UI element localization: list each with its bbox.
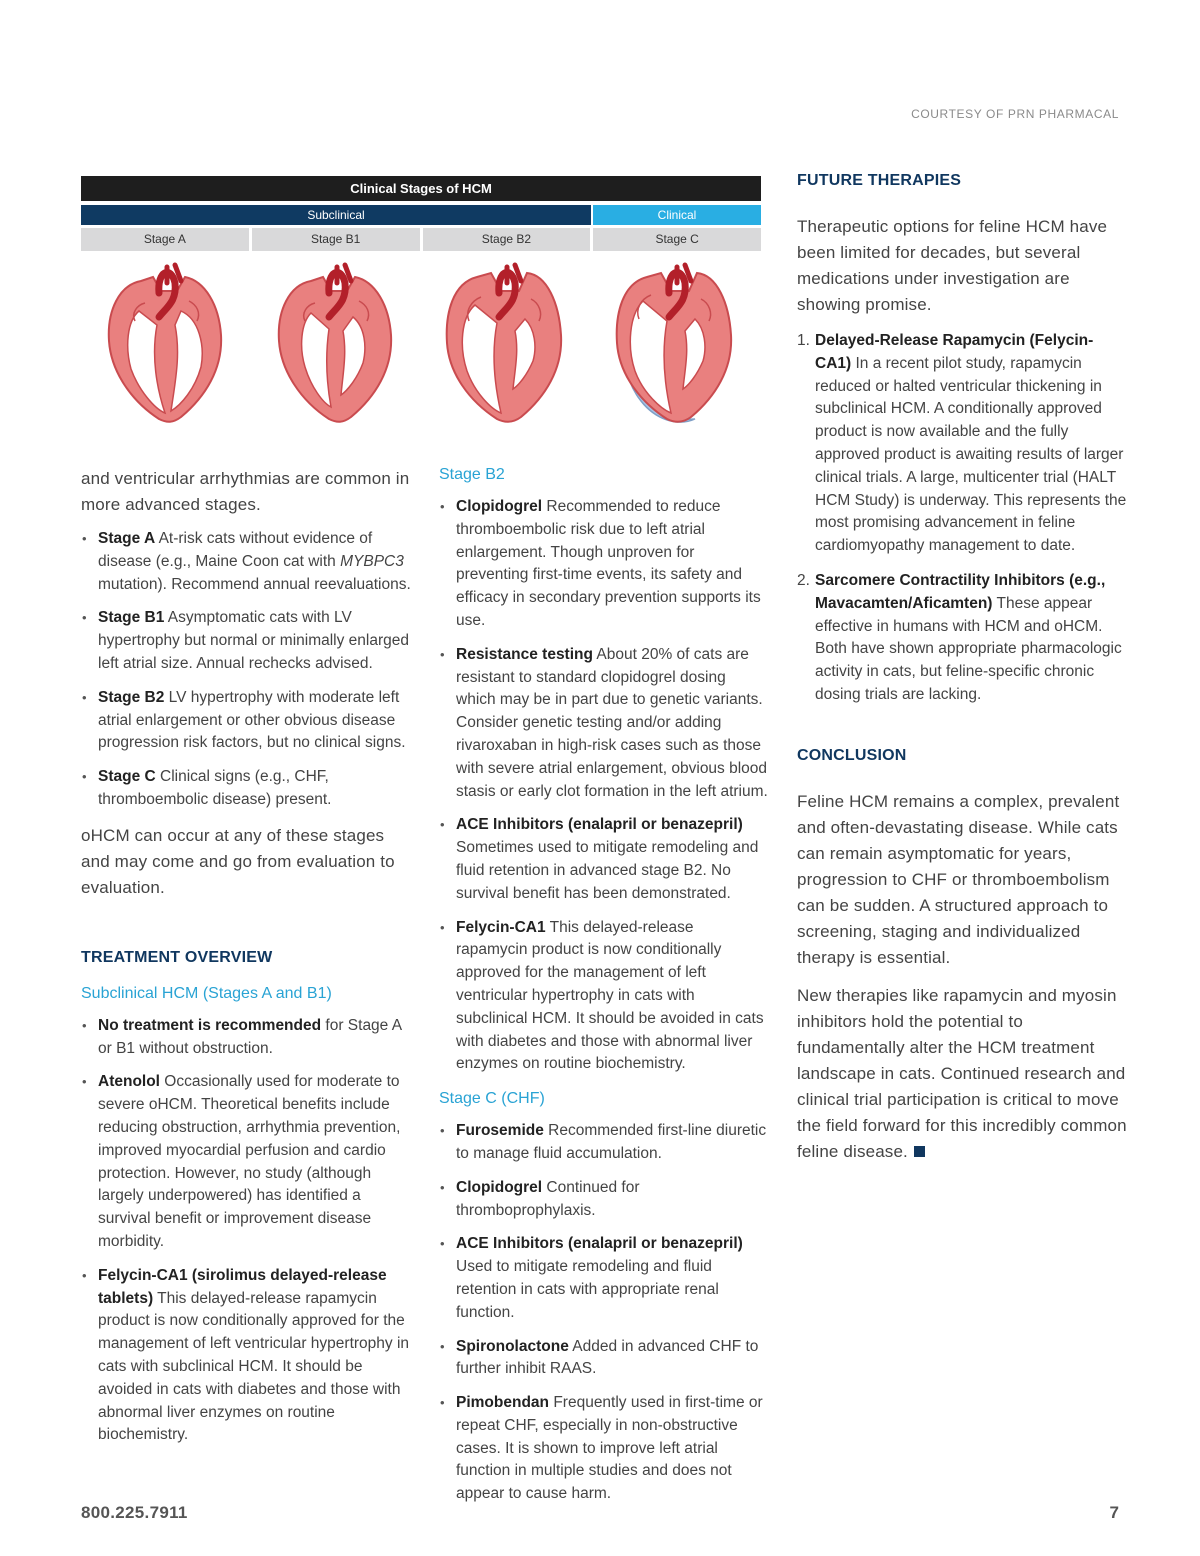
heart-stage-c-illustration bbox=[611, 261, 741, 429]
stage-c-heading: Stage C (CHF) bbox=[439, 1090, 545, 1108]
conclusion-paragraph-2: New therapies like rapamycin and myosin inhibitors hold the potential to fundamentally alter the HCM treatment landscape in cats. Continued research and clinical trial participation is critical to move the field forward for this incredibly common feline disease. bbox=[797, 985, 1127, 1161]
conclusion-heading: CONCLUSION bbox=[797, 746, 907, 764]
stage-label-b2: Stage B2 bbox=[423, 228, 591, 251]
intro-paragraph: and ventricular arrhythmias are common in more advanced stages. bbox=[81, 469, 410, 514]
heart-stage-b1-illustration bbox=[271, 261, 401, 429]
footer-phone: 800.225.7911 bbox=[81, 1503, 188, 1522]
column-middle bbox=[439, 466, 769, 1517]
page-number: 7 bbox=[1109, 1503, 1119, 1522]
future-intro: Therapeutic options for feline HCM have been limited for decades, but several medications under investigation are showing promise. bbox=[797, 217, 1108, 314]
figure-title: Clinical Stages of HCM bbox=[81, 176, 761, 201]
conclusion-paragraph-1: Feline HCM remains a complex, prevalent and often-devastating disease. While cats can remain asymptomatic for years, progression to CHF or thromboembolism can be sudden. A structured approach to screening, staging and individualized therapy is essential. bbox=[797, 791, 1120, 967]
list-item: • ACE Inhibitors (enalapril or benazepril) Sometimes used to mitigate remodeling and fluid retention in advanced stage B2. No survival benefit has been demonstrated. bbox=[439, 814, 769, 905]
stage-b2-heading: Stage B2 bbox=[439, 466, 505, 483]
list-item: 2. Sarcomere Contractility Inhibitors (e.g., Mavacamten/Aficamten) These appear effective in humans with HCM and oHCM. Both have shown appropriate pharmacologic activity in cats, but feline-specific chronic dosing trials are lacking. bbox=[797, 571, 1122, 703]
future-list bbox=[797, 330, 1127, 707]
list-item: • Stage A At-risk cats without evidence of disease (e.g., Maine Coon cat with MYBPC3 mutation). Recommend annual reevaluations. bbox=[81, 528, 411, 596]
list-item: • Stage C Clinical signs (e.g., CHF, thromboembolic disease) present. bbox=[81, 766, 411, 812]
list-item: • Felycin-CA1 This delayed-release rapamycin product is now conditionally approved for the management of left ventricular hypertrophy in cats with subclinical HCM. It should be avoided in cats with diabetes and those with abnormal liver enzymes on routine biochemistry. bbox=[439, 917, 769, 1077]
ohcm-paragraph: oHCM can occur at any of these stages and may come and go from evaluation to evaluation. bbox=[81, 825, 395, 897]
list-item: • Atenolol Occasionally used for moderate to severe oHCM. Theoretical benefits include reducing obstruction, arrhythmia prevention, improved myocardial perfusion and cardio protection. However, no study (although largely underpowered) has identified a survival benefit or improvement disease morbidity. bbox=[81, 1071, 411, 1253]
list-item: • No treatment is recommended for Stage A or B1 without obstruction. bbox=[81, 1015, 411, 1061]
subclinical-list bbox=[81, 1015, 411, 1447]
list-item: • Stage B2 LV hypertrophy with moderate left atrial enlargement or other obvious disease progression risk factors, but no clinical signs. bbox=[81, 687, 411, 755]
heart-stage-b2-illustration bbox=[441, 261, 571, 429]
list-item: 1. Delayed-Release Rapamycin (Felycin-CA1) In a recent pilot study, rapamycin reduced or halted ventricular thickening in subclinical HCM. A conditionally approved product is now available and the fully approved product is awaiting results of larger clinical trials. A large, multicenter trial (HALT HCM Study) is underway. This represents the most promising advancement in feline cardiomyopathy management to date. bbox=[797, 332, 1127, 555]
treatment-overview-heading: TREATMENT OVERVIEW bbox=[81, 948, 273, 966]
list-item: • Spironolactone Added in advanced CHF to further inhibit RAAS. bbox=[439, 1336, 769, 1382]
list-item: • ACE Inhibitors (enalapril or benazepril) Used to mitigate remodeling and fluid retention in cats with appropriate renal function. bbox=[439, 1233, 769, 1324]
stage-c-list bbox=[439, 1120, 769, 1506]
hcm-stages-figure bbox=[81, 176, 761, 431]
list-item: • Pimobendan Frequently used in first-time or repeat CHF, especially in non-obstructive cases. It is shown to improve left atrial function in multiple studies and does not appear to cause harm. bbox=[439, 1392, 769, 1506]
list-item: • Furosemide Recommended first-line diuretic to manage fluid accumulation. bbox=[439, 1120, 769, 1166]
list-item: • Resistance testing About 20% of cats are resistant to standard clopidogrel dosing which may be in part due to genetic variants. Consider genetic testing and/or adding rivaroxaban in high-risk cases such as those with severe atrial enlargement, obvious blood stasis or early clot formation in the left atrium. bbox=[439, 644, 769, 804]
group-clinical: Clinical bbox=[593, 205, 761, 225]
stage-label-a: Stage A bbox=[81, 228, 249, 251]
future-therapies-heading: FUTURE THERAPIES bbox=[797, 172, 962, 189]
heart-stage-a-illustration bbox=[101, 261, 231, 429]
stage-b2-list bbox=[439, 496, 769, 1076]
list-item: • Stage B1 Asymptomatic cats with LV hypertrophy but normal or minimally enlarged left atrial size. Annual rechecks advised. bbox=[81, 607, 411, 675]
list-item: • Felycin-CA1 (sirolimus delayed-release tablets) This delayed-release rapamycin product is now conditionally approved for the management of left ventricular hypertrophy in cats with subclinical HCM. It should be avoided in cats with diabetes and those with abnormal liver enzymes on routine biochemistry. bbox=[81, 1265, 411, 1447]
list-item: • Clopidogrel Recommended to reduce thromboembolic risk due to left atrial enlargement. Though unproven for preventing first-time events, its safety and efficacy in secondary prevention supports its use. bbox=[439, 496, 769, 633]
courtesy-credit: COURTESY OF PRN PHARMACAL bbox=[911, 107, 1119, 121]
group-subclinical: Subclinical bbox=[81, 205, 591, 225]
column-right bbox=[797, 172, 1127, 1165]
stage-label-c: Stage C bbox=[593, 228, 761, 251]
stage-list bbox=[81, 528, 411, 812]
list-item: • Clopidogrel Continued for thromboprophylaxis. bbox=[439, 1177, 769, 1223]
end-mark-icon bbox=[914, 1146, 925, 1157]
subclinical-heading: Subclinical HCM (Stages A and B1) bbox=[81, 984, 332, 1002]
column-left bbox=[81, 466, 411, 1458]
stage-label-b1: Stage B1 bbox=[252, 228, 420, 251]
